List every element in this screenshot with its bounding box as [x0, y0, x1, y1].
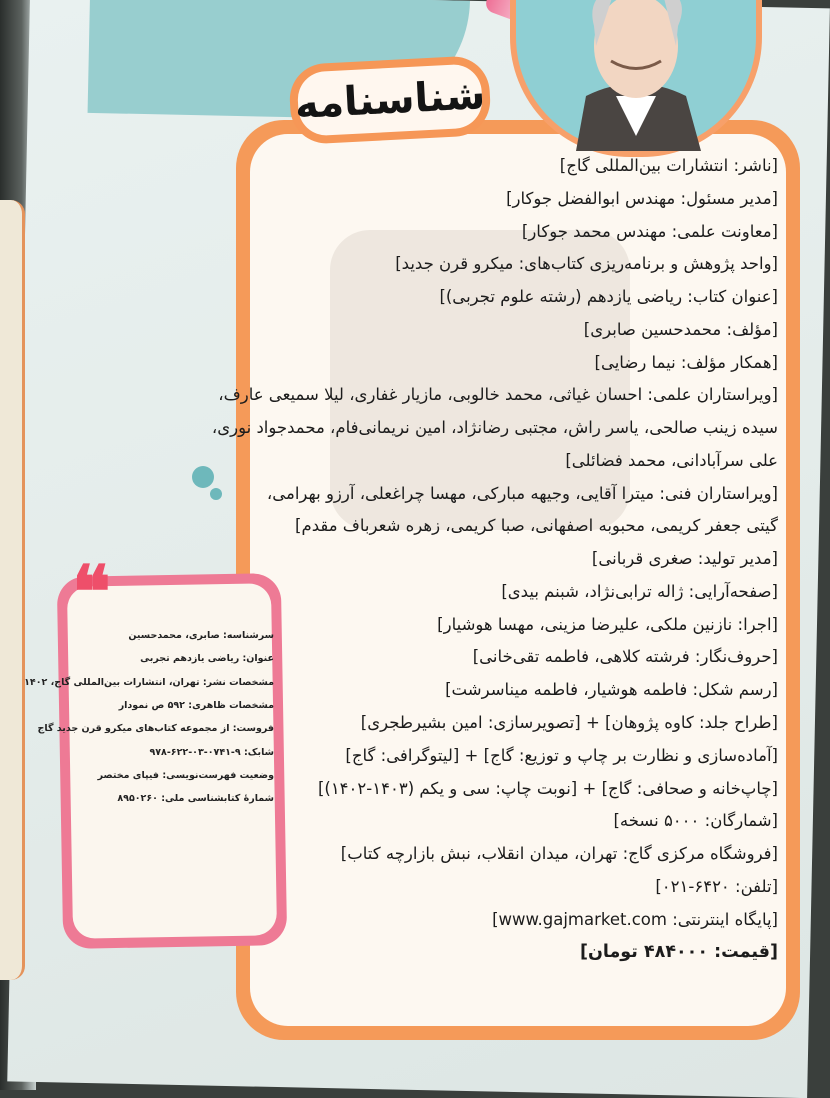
circulation-row: [شمارگان: ۵۰۰۰ نسخه]: [613, 811, 778, 831]
author-row: [مؤلف: محمدحسین صابری]: [583, 319, 778, 339]
cip-national-bibliography-number: شمارهٔ کتابشناسی ملی: ۸۹۵۰۲۶۰: [117, 793, 274, 805]
decorative-dot: [210, 488, 222, 500]
cover-designer-row: [طراح جلد: کاوه پژوهان] + [تصویرسازی: امین بشیرطجری]: [360, 713, 778, 733]
co-author-row: [همکار مؤلف: نیما رضایی]: [594, 352, 778, 372]
quote-icon: ❝: [72, 549, 111, 634]
typesetter-row: [حروف‌نگار: فرشته کلاهی، فاطمه تقی‌خانی]: [472, 647, 778, 667]
execution-row: [اجرا: نازنین ملکی، علیرضا مزینی، مهسا هوشیار]: [437, 614, 778, 634]
scientific-editors-row-cont: سیده زینب صالحی، یاسر راش، مجتبی رضانژاد، امین نریمانی‌فام، محمدجواد نوری،: [211, 418, 778, 438]
page-title: شناسنامه: [293, 72, 487, 128]
cip-list: [24, 630, 274, 817]
phone-row: [تلفن: ۶۴۲۰-۰۲۱]: [655, 876, 778, 896]
cip-series: فروست: از مجموعه کتاب‌های میکرو قرن جدید گاج: [37, 723, 274, 735]
book-title-row: [عنوان کتاب: ریاضی یازدهم (رشته علوم تجربی)]: [439, 287, 778, 307]
cip-publication: مشخصات نشر: تهران، انتشارات بین‌المللی گاج، ۱۴۰۲: [24, 676, 274, 688]
title-badge: [288, 55, 492, 145]
cip-cataloging-status: وضعیت فهرست‌نویسی: فیپای مختصر: [97, 770, 274, 782]
technical-editors-row: [ویراستاران فنی: میترا آقایی، وجیهه مبارکی، مهسا چراغعلی، آرزو بهرامی،: [266, 483, 778, 503]
left-page-edge: [0, 200, 25, 980]
scientific-editors-row-cont: علی سرآبادانی، محمد فضائلی]: [565, 450, 778, 470]
layout-row: [صفحه‌آرایی: ژاله ترابی‌نژاد، شبنم بیدی]: [501, 581, 778, 601]
title-badge-inner: [293, 63, 487, 137]
managing-director-row: [مدیر مسئول: مهندس ابوالفضل جوکار]: [506, 188, 778, 208]
author-portrait: [510, 0, 762, 157]
publisher-row: [ناشر: انتشارات بین‌المللی گاج]: [559, 156, 778, 175]
central-store-row: [فروشگاه مرکزی گاج: تهران، میدان انقلاب، نبش بازارچه کتاب]: [340, 844, 778, 864]
scientific-editors-row: [ویراستاران علمی: احسان غیاثی، محمد خالوبی، مازیار غفاری، لیلا سمیعی عارف،: [218, 385, 778, 405]
print-preparation-row: [آماده‌سازی و نظارت بر چاپ و توزیع: گاج] + [لیتوگرافی: گاج]: [345, 745, 778, 765]
portrait-illustration: [516, 0, 756, 151]
price-row: [قیمت: ۴۸۴۰۰۰ تومان]: [579, 942, 778, 963]
production-manager-row: [مدیر تولید: صغری قربانی]: [591, 549, 778, 569]
cip-isbn: شابک: ۹-۰۷۴۱-۰۳-۶۲۲-۹۷۸: [149, 746, 274, 758]
research-unit-row: [واحد پژوهش و برنامه‌ریزی کتاب‌های: میکرو قرن جدید]: [395, 254, 778, 274]
cip-title: عنوان: ریاضی یازدهم تجربی: [140, 653, 274, 665]
technical-editors-row-cont: گیتی جعفر کریمی، محبوبه اصفهانی، صبا کریمی، زهره شعرباف مقدم]: [295, 516, 778, 536]
printing-row: [چاپ‌خانه و صحافی: گاج] + [نوبت چاپ: سی و یکم (۱۴۰۳-۱۴۰۲)]: [317, 778, 778, 798]
decorative-dot: [192, 466, 214, 488]
cip-physical-description: مشخصات ظاهری: ۵۹۲ ص نمودار: [118, 700, 274, 712]
website-row: [پایگاه اینترنتی: www.gajmarket.com]: [492, 909, 778, 929]
scientific-deputy-row: [معاونت علمی: مهندس محمد جوکار]: [521, 221, 778, 241]
illustration-row: [رسم شکل: فاطمه هوشیار، فاطمه میناسرشت]: [445, 680, 778, 700]
cip-main-entry: سرشناسه: صابری، محمدحسین: [128, 630, 274, 641]
